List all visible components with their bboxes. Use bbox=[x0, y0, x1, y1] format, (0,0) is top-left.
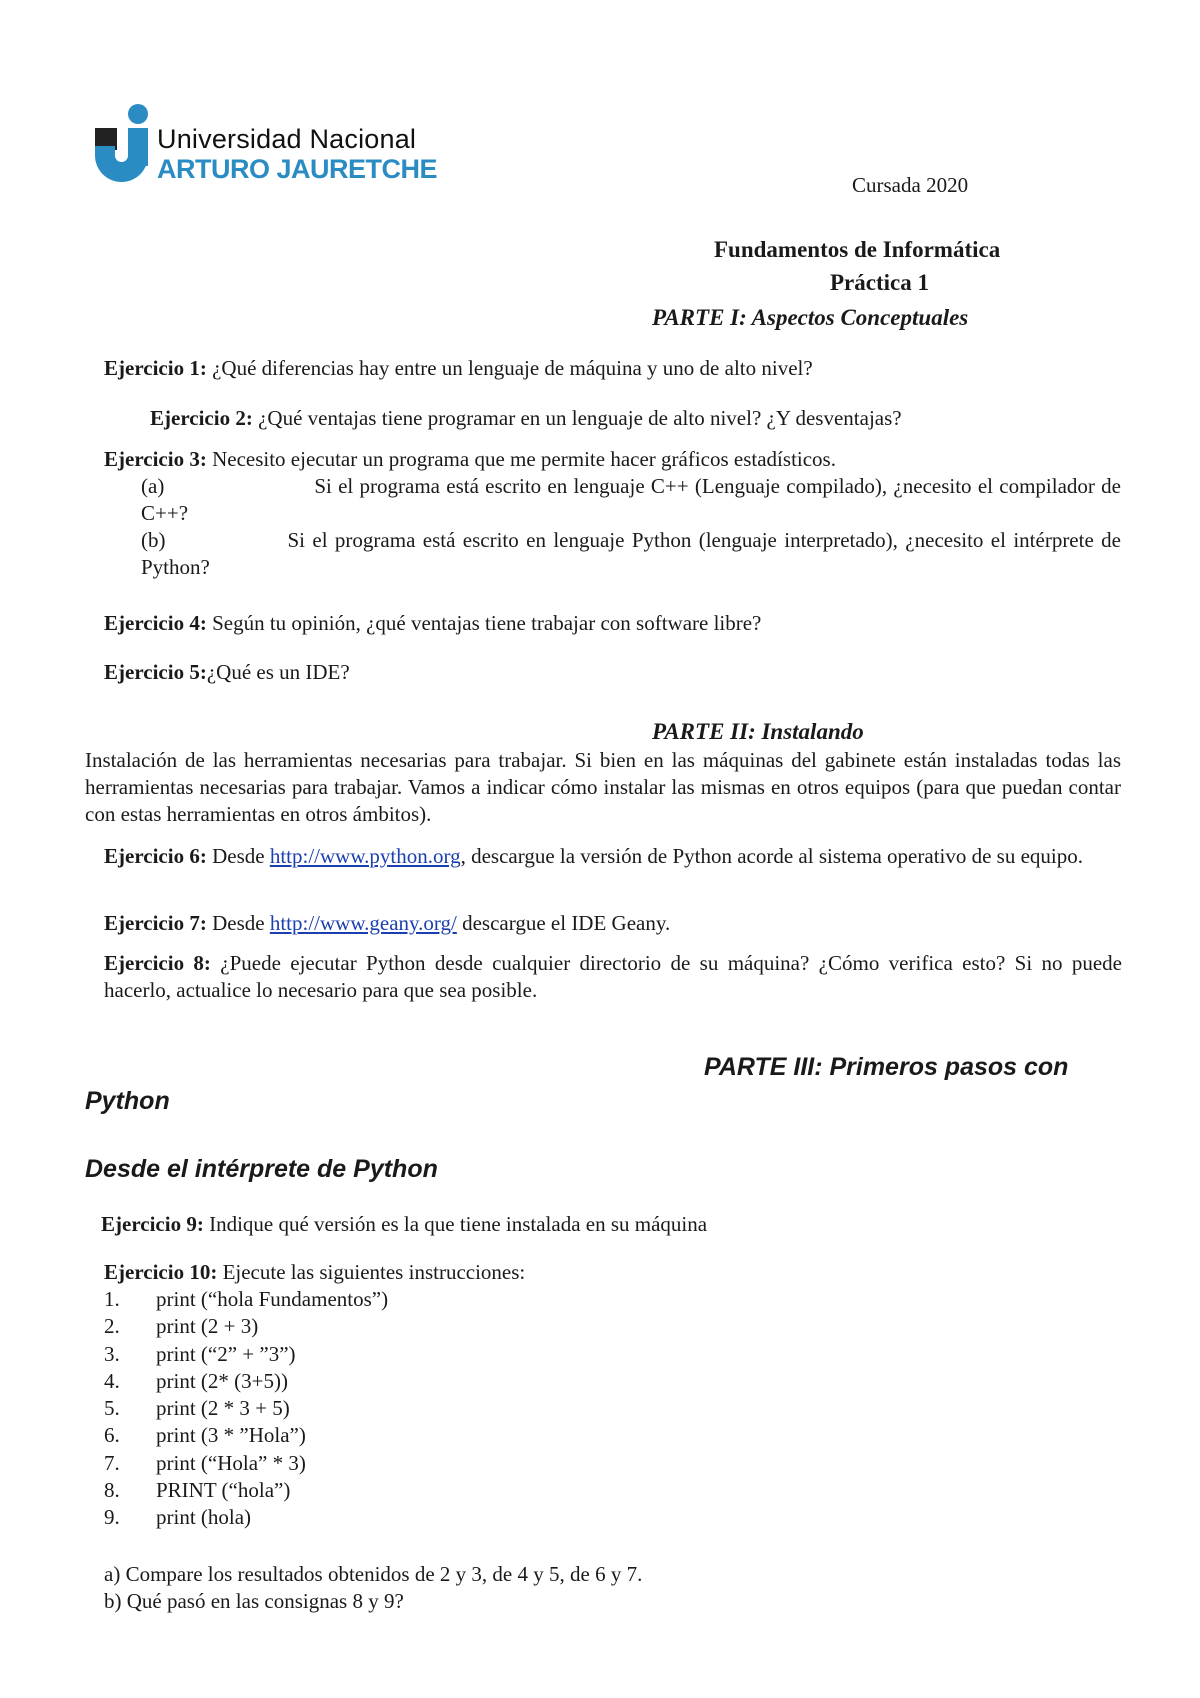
python-org-link[interactable]: http://www.python.org bbox=[269, 844, 461, 868]
exercise-7 bbox=[104, 910, 670, 937]
list-item: 9. print (hola) bbox=[104, 1505, 252, 1530]
exercise-10-label: Ejercicio 10: bbox=[104, 1260, 218, 1284]
exercise-4-text: Según tu opinión, ¿qué ventajas tiene trabajar con software libre? bbox=[206, 611, 762, 635]
list-item: 7. print (“Hola” * 3) bbox=[104, 1450, 306, 1475]
exercise-3-a-text: Si el programa está escrito en lenguaje C++ (Lenguaje compilado), ¿necesito el compilador de C++? bbox=[141, 474, 1121, 525]
logo-text-line2: ARTURO JAURETCHE bbox=[157, 154, 438, 184]
exercise-2-text: ¿Qué ventajas tiene programar en un lenguaje de alto nivel? ¿Y desventajas? bbox=[252, 406, 902, 430]
instruction-code: print (2 * 3 + 5) bbox=[156, 1396, 290, 1421]
exercise-6-label: Ejercicio 6: bbox=[104, 844, 207, 868]
instruction-code: print (“Hola” * 3) bbox=[156, 1450, 306, 1475]
part1-heading: PARTE I: Aspectos Conceptuales bbox=[652, 305, 969, 330]
exercise-7-post: descargue el IDE Geany. bbox=[456, 911, 671, 935]
exercise-3-label: Ejercicio 3: bbox=[104, 447, 207, 471]
list-item: 4. print (2* (3+5)) bbox=[104, 1368, 288, 1393]
course-title: Fundamentos de Informática bbox=[714, 237, 1001, 262]
exercise-5 bbox=[104, 659, 350, 686]
exercise-6 bbox=[104, 843, 1122, 870]
exercise-3-item-b bbox=[141, 527, 1121, 581]
exercise-6-pre: Desde bbox=[206, 844, 270, 868]
exercise-6-post: , descargue la versión de Python acorde al sistema operativo de su equipo. bbox=[460, 844, 1084, 868]
exercise-9 bbox=[101, 1211, 707, 1238]
exercise-3 bbox=[104, 446, 836, 473]
exercise-5-label: Ejercicio 5: bbox=[104, 660, 207, 684]
part3-heading-line2: Python bbox=[85, 1087, 170, 1115]
list-item: 3. print (“2” + ”3”) bbox=[104, 1341, 296, 1366]
instruction-code: print (3 * ”Hola”) bbox=[156, 1423, 306, 1448]
exercise-9-text: Indique qué versión es la que tiene instalada en su máquina bbox=[203, 1212, 708, 1236]
instruction-code: print (“hola Fundamentos”) bbox=[156, 1287, 389, 1311]
instruction-code: PRINT (“hola”) bbox=[156, 1478, 291, 1503]
logo-j-hook bbox=[95, 146, 148, 182]
exercise-7-pre: Desde bbox=[206, 911, 270, 935]
exercise-1 bbox=[104, 355, 813, 382]
exercise-10-text: Ejecute las siguientes instrucciones: bbox=[217, 1260, 526, 1284]
question-a: a) Compare los resultados obtenidos de 2 y 3, de 4 y 5, de 6 y 7. bbox=[104, 1562, 643, 1586]
exercise-1-label: Ejercicio 1: bbox=[104, 356, 207, 380]
instruction-list bbox=[104, 1286, 388, 1532]
part2-heading: PARTE II: Instalando bbox=[652, 719, 864, 744]
instruction-code: print (hola) bbox=[156, 1505, 252, 1530]
list-item: 8. PRINT (“hola”) bbox=[104, 1478, 291, 1503]
exercise-1-text: ¿Qué diferencias hay entre un lenguaje de máquina y uno de alto nivel? bbox=[206, 356, 813, 380]
list-item: 6. print (3 * ”Hola”) bbox=[104, 1423, 306, 1448]
part3-subheading: Desde el intérprete de Python bbox=[85, 1155, 438, 1183]
exercise-3-text: Necesito ejecutar un programa que me permite hacer gráficos estadísticos. bbox=[206, 447, 836, 471]
exercise-3-a-marker: (a) bbox=[141, 474, 165, 498]
practice-title: Práctica 1 bbox=[830, 270, 929, 295]
exercise-3-b-text: Si el programa está escrito en lenguaje Python (lenguaje interpretado), ¿necesito el intérprete de Python? bbox=[141, 528, 1121, 579]
list-item: 2. print (2 + 3) bbox=[104, 1314, 259, 1339]
geany-org-link[interactable]: http://www.geany.org/ bbox=[269, 911, 457, 935]
part3-heading-line1: PARTE III: Primeros pasos con bbox=[704, 1053, 1069, 1081]
exercise-4-label: Ejercicio 4: bbox=[104, 611, 207, 635]
exercise-9-label: Ejercicio 9: bbox=[101, 1212, 204, 1236]
list-item: 5. print (2 * 3 + 5) bbox=[104, 1396, 290, 1421]
university-logo bbox=[95, 98, 438, 190]
exercise-3-item-a bbox=[141, 473, 1121, 527]
exercise-3-b-marker: (b) bbox=[141, 528, 166, 552]
exercise-8 bbox=[104, 950, 1122, 1004]
exercise-4 bbox=[104, 610, 761, 637]
exercise-2-label: Ejercicio 2: bbox=[150, 406, 253, 430]
exercise-2 bbox=[150, 405, 902, 432]
list-item: 1. print (“hola Fundamentos”) bbox=[104, 1287, 389, 1311]
logo-text-line1: Universidad Nacional bbox=[157, 124, 417, 154]
instruction-code: print (“2” + ”3”) bbox=[156, 1341, 296, 1366]
course-year: Cursada 2020 bbox=[852, 173, 969, 197]
exercise-5-text: ¿Qué es un IDE? bbox=[206, 660, 350, 684]
part2-intro: Instalación de las herramientas necesarias para trabajar. Si bien en las máquinas del gabinete están instaladas todas las herramientas necesarias para trabajar. Vamos a indicar cómo instalar las mismas en otros equipos (para que puedan contar con estas herramientas en otros ámbitos). bbox=[85, 748, 1121, 826]
instruction-code: print (2* (3+5)) bbox=[156, 1368, 288, 1393]
exercise-8-text: ¿Puede ejecutar Python desde cualquier directorio de su máquina? ¿Cómo verifica esto? Si no puede hacerlo, actualice lo necesario para que sea posible. bbox=[104, 951, 1122, 1002]
instruction-code: print (2 + 3) bbox=[156, 1314, 259, 1339]
question-b: b) Qué pasó en las consignas 8 y 9? bbox=[104, 1589, 404, 1613]
logo-j-dot bbox=[128, 104, 148, 124]
exercise-10 bbox=[104, 1259, 525, 1286]
exercise-8-label: Ejercicio 8: bbox=[104, 951, 211, 975]
exercise-7-label: Ejercicio 7: bbox=[104, 911, 207, 935]
